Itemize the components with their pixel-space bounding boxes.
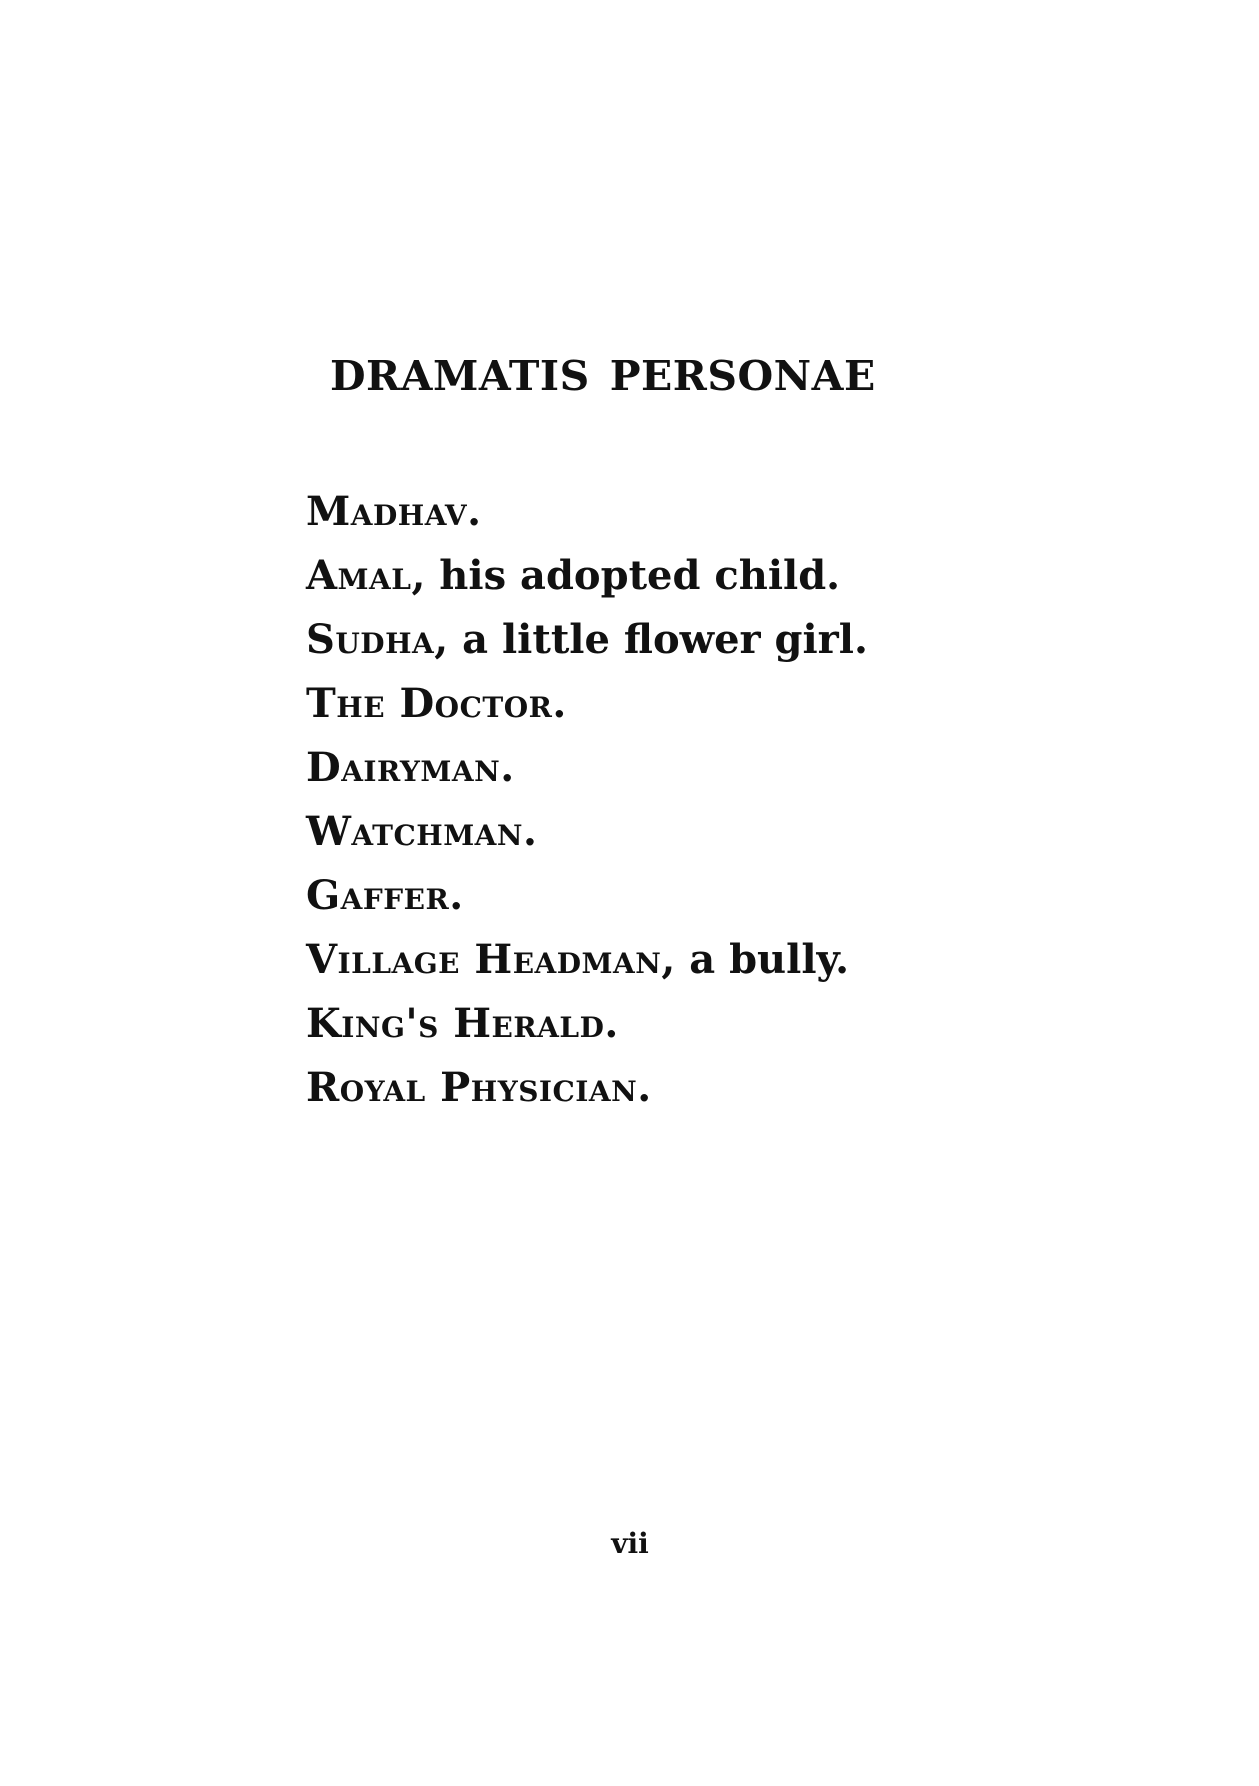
list-item <box>306 928 1006 992</box>
list-item <box>306 800 1006 864</box>
character-name: The Doctor <box>306 680 553 727</box>
list-item <box>306 992 1006 1056</box>
list-item <box>306 1056 1006 1120</box>
character-name: Village Headman <box>306 936 662 983</box>
list-item <box>306 736 1006 800</box>
character-name: Gaffer <box>306 872 450 919</box>
character-description: . <box>523 808 537 855</box>
character-description: , a little flower girl. <box>434 616 868 663</box>
character-name: Amal <box>306 552 412 599</box>
character-description: , his adopted child. <box>411 552 841 599</box>
character-description: . <box>604 1000 619 1047</box>
character-name: Watchman <box>306 808 524 855</box>
character-description: . <box>637 1064 652 1111</box>
character-name: Dairyman <box>306 744 501 791</box>
character-name: Madhav <box>306 488 468 535</box>
list-item <box>306 864 1006 928</box>
character-name: Sudha <box>306 616 435 663</box>
character-description: . <box>449 872 464 919</box>
page-title <box>330 352 950 400</box>
character-name: King's Herald <box>306 1000 605 1047</box>
title-word-dramatis: DRAMATIS <box>330 352 590 400</box>
character-description: . <box>500 744 515 791</box>
list-item <box>306 608 1006 672</box>
title-word-personae: PERSONAE <box>609 352 876 400</box>
page-number: vii <box>611 1527 649 1560</box>
list-item <box>306 544 1006 608</box>
list-item <box>306 480 1006 544</box>
character-description: , a bully. <box>661 936 850 983</box>
character-list <box>306 480 1006 1120</box>
character-name: Royal Physician <box>306 1064 638 1111</box>
character-description: . <box>552 680 567 727</box>
list-item <box>306 672 1006 736</box>
character-description: . <box>467 488 482 535</box>
